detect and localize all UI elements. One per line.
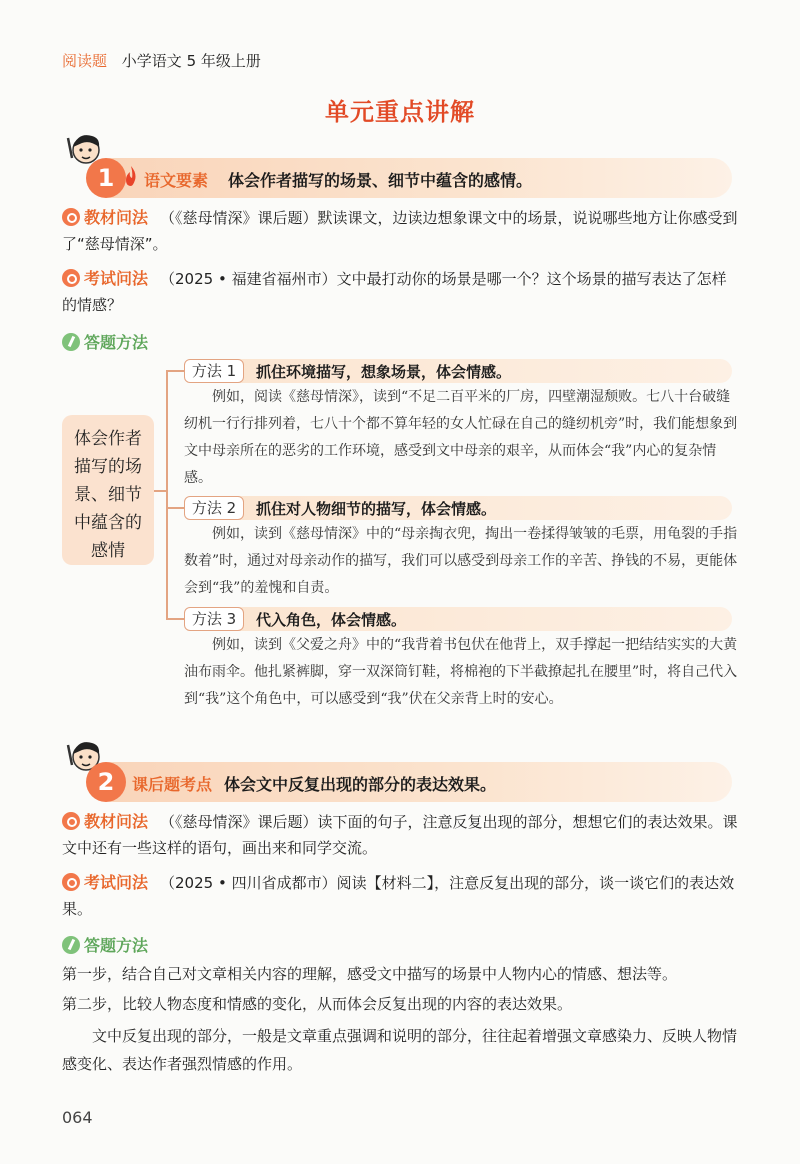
tree-branch: [166, 618, 184, 620]
tree-connector: [154, 490, 166, 492]
textbook-question-label: 教材问法: [84, 812, 149, 831]
flame-icon: [124, 165, 138, 187]
section1-number: 1: [86, 158, 126, 198]
method2-body: 例如，读到《慈母情深》中的“母亲掏衣兜，掏出一卷揉得皱皱的毛票，用龟裂的手指数着”时，通过对母亲动作的描写，我们可以感受到母亲工作的辛苦、挣钱的不易，更能体会到“我”的羞愧和自责。: [184, 526, 738, 596]
step-one: 第一步，结合自己对文章相关内容的理解，感受文中描写的场景中人物内心的情感、想法等。: [62, 965, 678, 983]
textbook-question-text: （《慈母情深》课后题）读下面的句子，注意反复出现的部分，想想它们的表达效果。课文中还有一些这样的语句，画出来和同学交流。: [62, 813, 738, 857]
magnifier-icon: [62, 873, 80, 891]
exam-question-tag: [62, 870, 148, 896]
section1-banner: [92, 158, 732, 198]
exam-question-label: 考试问法: [84, 269, 149, 288]
method-title-label: 答题方法: [84, 333, 149, 352]
center-line: 景、细节: [74, 485, 142, 505]
center-line: 描写的场: [74, 457, 142, 477]
textbook-question-tag: [62, 809, 148, 835]
section1-label: 语文要素: [144, 171, 209, 190]
magnifier-icon: [62, 208, 80, 226]
method3-body: 例如，读到《父爱之舟》中的“我背着书包伏在他背上，双手撑起一把结结实实的大黄油布雨伞。他扎紧裤脚，穿一双深筒钉鞋，将棉袍的下半截撩起扎在腰里”时，将自己代入到“我”这个角色中，可以感受到“我”伏在父亲背上时的安心。: [184, 637, 738, 707]
header-tag: 阅读题: [62, 52, 108, 70]
method2-tag: 方法 2: [184, 496, 244, 520]
running-header: [62, 50, 261, 71]
mindmap-center: [62, 415, 154, 565]
pen-icon: [62, 333, 80, 351]
section2-number: 2: [86, 762, 126, 802]
section1-exam-question: [62, 266, 738, 318]
section1-text: 体会作者描写的场景、细节中蕴含的感情。: [228, 171, 533, 190]
tree-trunk: [166, 370, 168, 620]
section1-method-title: [62, 330, 148, 353]
textbook-question-tag: [62, 205, 148, 231]
textbook-question-label: 教材问法: [84, 208, 149, 227]
magnifier-icon: [62, 269, 80, 287]
method3-heading: 代入角色，体会情感。: [256, 611, 407, 629]
exam-question-tag: [62, 266, 148, 292]
pen-icon: [62, 936, 80, 954]
section2-method-title: [62, 933, 148, 956]
tree-branch: [166, 370, 184, 372]
section1-textbook-question: [62, 205, 738, 257]
method1-tag: 方法 1: [184, 359, 244, 383]
page-number: 064: [62, 1108, 93, 1127]
center-line: 体会作者: [74, 429, 142, 449]
magnifier-icon: [62, 812, 80, 830]
page-title: 单元重点讲解: [325, 98, 475, 126]
section2-label: 课后题考点: [132, 775, 213, 794]
step-two: 第二步，比较人物态度和情感的变化，从而体会反复出现的内容的表达效果。: [62, 995, 573, 1013]
textbook-question-text: （《慈母情深》课后题）默读课文，边读边想象课文中的场景，说说哪些地方让你感受到了“慈母情深”。: [62, 209, 738, 253]
header-book: 小学语文 5 年级上册: [121, 52, 261, 70]
method1-body: 例如，阅读《慈母情深》，读到“不足二百平米的厂房，四壁潮湿颓败。七八十台破缝纫机一行行排列着，七八十个都不算年轻的女人忙碌在自己的缝纫机旁”时，我们能想象到文中母亲所在的恶劣的工作环境，感受到文中母亲的艰辛，从而体会“我”内心的复杂情感。: [184, 389, 738, 486]
section2-text: 体会文中反复出现的部分的表达效果。: [224, 775, 497, 794]
tree-branch: [166, 507, 184, 509]
method3-tag: 方法 3: [184, 607, 244, 631]
exam-question-text: （2025 • 福建省福州市）文中最打动你的场景是哪一个？这个场景的描写表达了怎样的情感？: [62, 270, 727, 314]
section2-exam-question: [62, 870, 738, 922]
section2-banner: [92, 762, 732, 802]
center-line: 感情: [91, 541, 125, 561]
method-title-label: 答题方法: [84, 936, 149, 955]
exam-question-label: 考试问法: [84, 873, 149, 892]
method2-heading: 抓住对人物细节的描写，体会情感。: [256, 500, 497, 518]
center-line: 中蕴含的: [74, 513, 142, 533]
section2-textbook-question: [62, 809, 738, 861]
method1-heading: 抓住环境描写，想象场景，体会情感。: [256, 363, 512, 381]
exam-question-text: （2025 • 四川省成都市）阅读【材料二】，注意反复出现的部分，谈一谈它们的表达效果。: [62, 874, 735, 918]
summary-paragraph: 文中反复出现的部分，一般是文章重点强调和说明的部分，往往起着增强文章感染力、反映人物情感变化、表达作者强烈情感的作用。: [62, 1027, 738, 1073]
